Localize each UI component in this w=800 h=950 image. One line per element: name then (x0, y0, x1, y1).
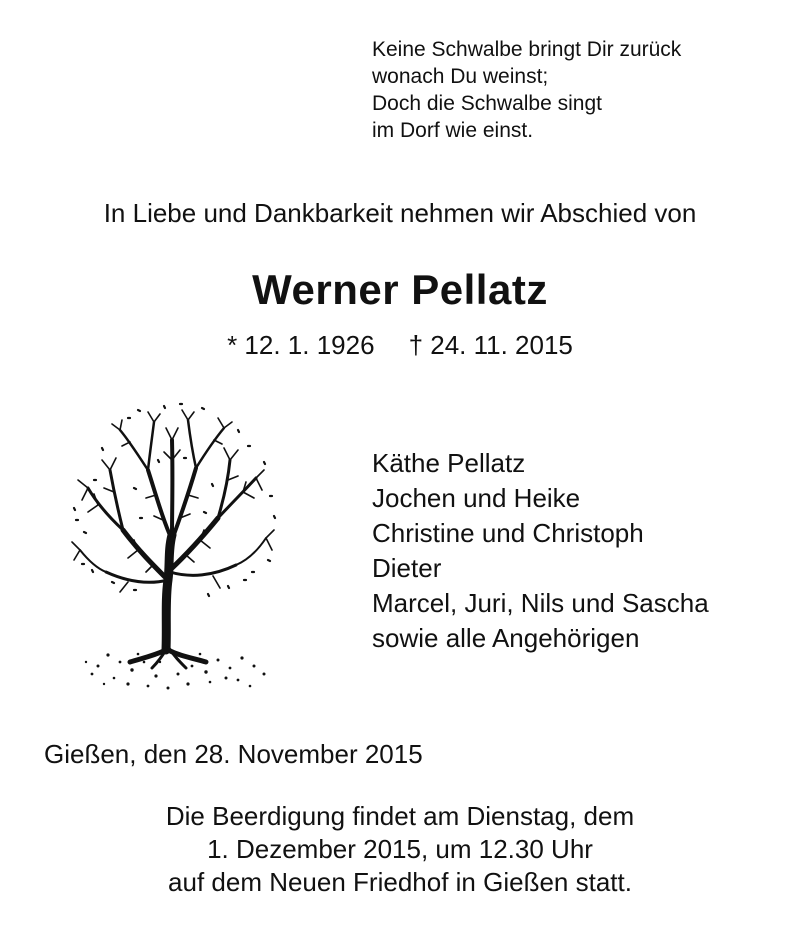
poem-line: im Dorf wie einst. (372, 119, 534, 142)
poem-line: Keine Schwalbe bringt Dir zurück (372, 38, 682, 61)
intro-text: In Liebe und Dankbarkeit nehmen wir Abschied von (103, 198, 697, 228)
mourners-list (372, 446, 792, 656)
poem-line: Doch die Schwalbe singt (372, 92, 602, 115)
mourner-line: Marcel, Juri, Nils und Sascha (372, 588, 709, 618)
funeral-info (0, 800, 800, 899)
funeral-line: auf dem Neuen Friedhof in Gießen statt. (168, 867, 632, 897)
death-date: † 24. 11. 2015 (408, 330, 573, 360)
life-dates (0, 328, 800, 362)
funeral-line: Die Beerdigung findet am Dienstag, dem (165, 801, 635, 831)
mourner-line: Käthe Pellatz (372, 448, 526, 478)
deceased-name: Werner Pellatz (252, 266, 548, 313)
funeral-line: 1. Dezember 2015, um 12.30 Uhr (207, 834, 593, 864)
mourner-line: Christine und Christoph (372, 518, 644, 548)
birth-date: * 12. 1. 1926 (227, 330, 375, 360)
tree-icon (68, 400, 278, 695)
poem-line: wonach Du weinst; (372, 65, 549, 88)
mourner-line: Jochen und Heike (372, 483, 581, 513)
poem-verse (372, 36, 772, 144)
mourner-line: sowie alle Angehörigen (372, 623, 640, 653)
mourner-line: Dieter (372, 553, 442, 583)
place-and-date: Gießen, den 28. November 2015 (44, 739, 423, 769)
